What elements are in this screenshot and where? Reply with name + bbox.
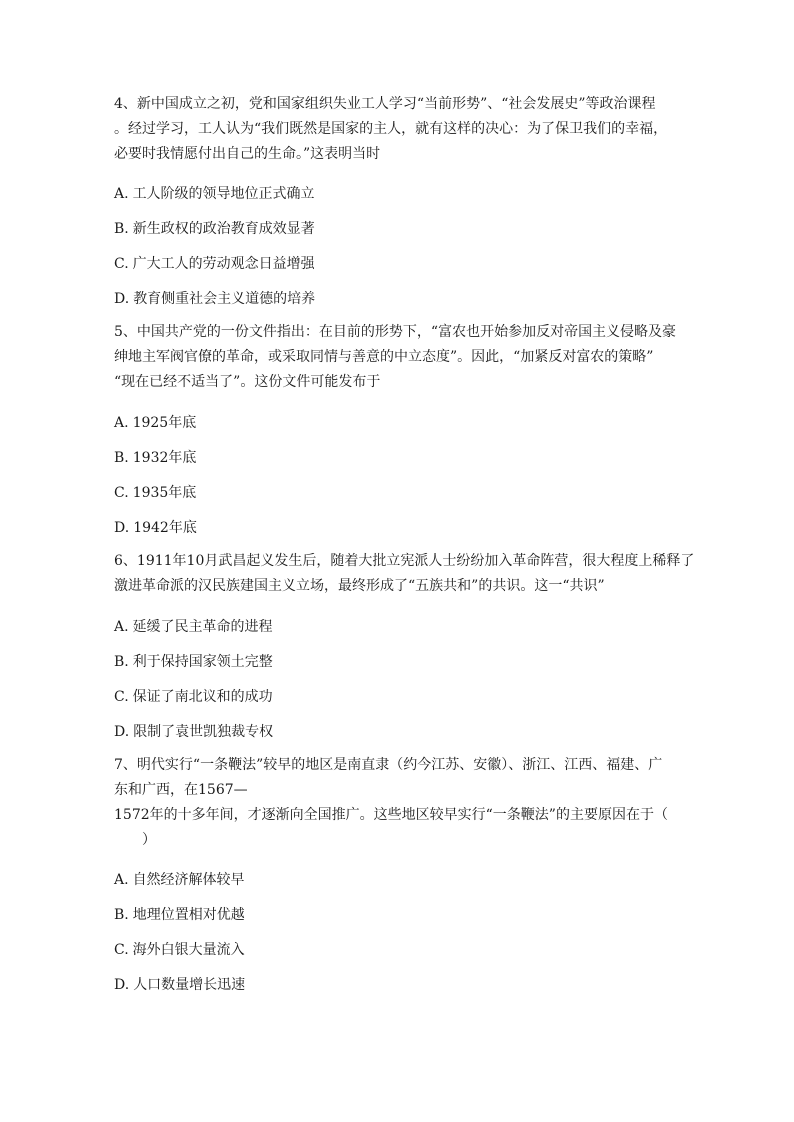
option-b: B. 利于保持国家领土完整 xyxy=(114,654,273,670)
question-4 xyxy=(114,92,682,309)
option-a: A. 工人阶级的领导地位正式确立 xyxy=(114,186,315,202)
option-b: B. 地理位置相对优越 xyxy=(114,907,245,923)
question-5 xyxy=(114,320,682,538)
document-page xyxy=(114,92,695,995)
question-stem: 5、中国共产党的一份文件指出：在目前的形势下，“富农也开始参加反对帝国主义侵略及豪 绅地主军阀官僚的革命，或采取同情与善意的中立态度”。因此，“加紧反对富农的策略” “现在已经不适当了”。这份文件可能发布于 xyxy=(114,324,677,390)
option-c: C. 海外白银大量流入 xyxy=(114,942,245,958)
option-d: D. 教育侧重社会主义道德的培养 xyxy=(114,291,316,307)
question-stem: 6、1911年10月武昌起义发生后，随着大批立宪派人士纷纷加入革命阵营，很大程度上稀释了 激进革命派的汉民族建国主义立场，最终形成了“五族共和”的共识。这一“共识” xyxy=(114,553,695,594)
option-b: B. 新生政权的政治教育成效显著 xyxy=(114,221,315,237)
option-c: C. 保证了南北议和的成功 xyxy=(114,689,273,705)
question-stem: 4、新中国成立之初，党和国家组织失业工人学习“当前形势”、“社会发展史”等政治课程 。经过学习，工人认为“我们既然是国家的主人，就有这样的决心：为了保卫我们的幸福， 必要时我情愿付出自己的生命。”这表明当时 xyxy=(114,96,668,162)
option-b: B. 1932年底 xyxy=(114,450,197,466)
option-c: C. 广大工人的劳动观念日益增强 xyxy=(114,256,315,272)
option-d: D. 限制了袁世凯独裁专权 xyxy=(114,724,274,740)
question-stem: 7、明代实行“一条鞭法”较早的地区是南直隶（约今江苏、安徽）、浙江、江西、福建、广 东和广西，在1567— 1572年的十多年间，才逐渐向全国推广。这些地区较早实行“一条鞭法”的主要原因在于（ ） xyxy=(114,757,668,848)
question-6 xyxy=(114,549,695,742)
option-a: A. 1925年底 xyxy=(114,415,197,431)
question-7 xyxy=(114,753,682,995)
option-a: A. 自然经济解体较早 xyxy=(114,872,245,888)
option-d: D. 1942年底 xyxy=(114,520,197,536)
option-c: C. 1935年底 xyxy=(114,485,197,501)
option-d: D. 人口数量增长迅速 xyxy=(114,977,246,993)
option-a: A. 延缓了民主革命的进程 xyxy=(114,619,273,635)
